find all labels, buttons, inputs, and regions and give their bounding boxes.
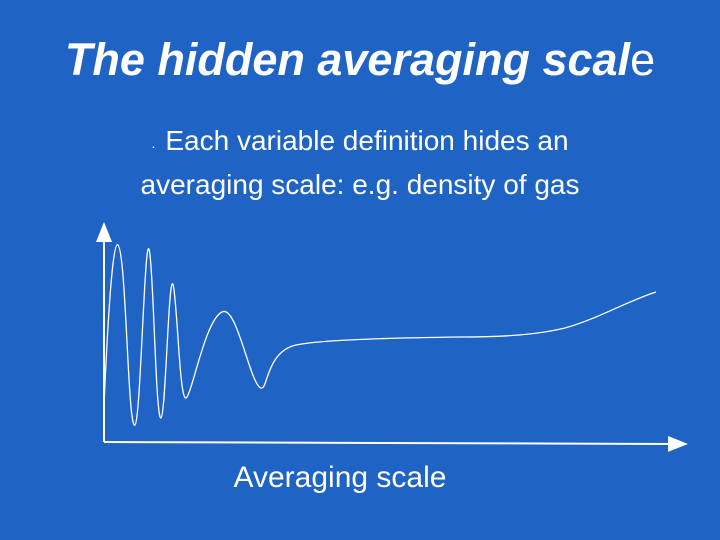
bullet-line-1: Each variable definition hides an	[165, 125, 569, 156]
bullet-line-2: averaging scale: e.g. density of gas	[140, 168, 580, 200]
bullet-mark: .	[151, 134, 156, 151]
slide-title-main: The hidden averaging scal	[64, 34, 631, 85]
density-curve	[104, 245, 656, 425]
x-axis	[104, 442, 686, 444]
slide-title-tail: e	[630, 34, 656, 85]
x-axis-label: Averaging scale	[233, 461, 447, 494]
